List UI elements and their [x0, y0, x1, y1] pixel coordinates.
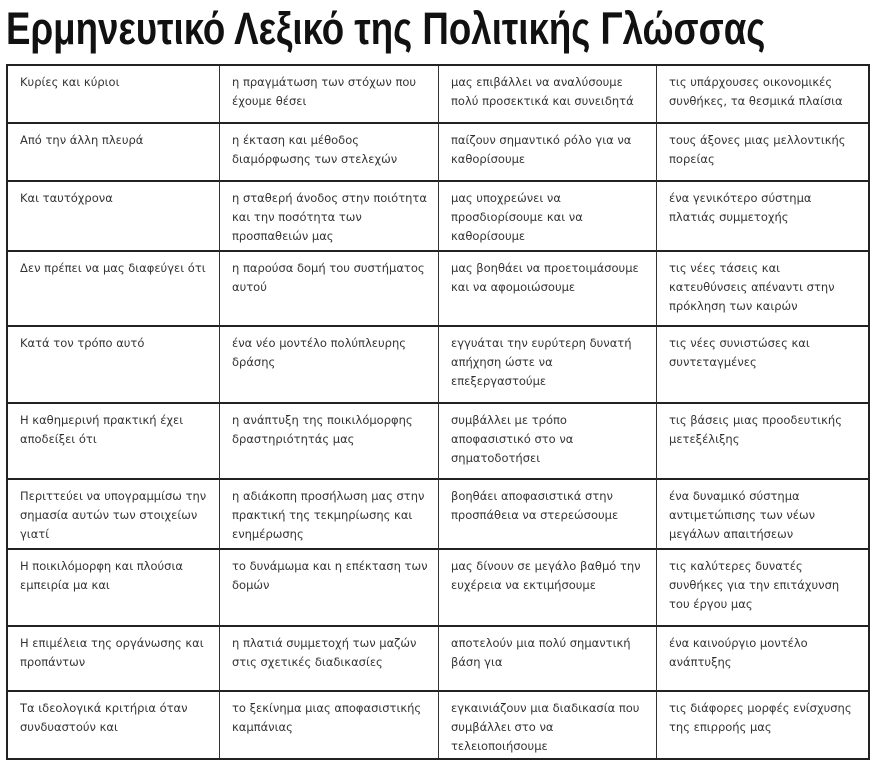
table-cell-verb-phrase: μας υποχρεώνει να προσδιορίσουμε και να καθορίσουμε	[439, 182, 657, 252]
table-cell-subject-phrase: το ξεκίνημα μιας αποφασιστικής καμπάνιας	[220, 692, 439, 758]
page-title: Ερμηνευτικό Λεξικό της Πολιτικής Γλώσσας	[6, 3, 766, 54]
table-cell-object-phrase: τις υπάρχουσες οικονομικές συνθήκες, τα θεσμικά πλαίσια	[657, 66, 868, 124]
table-cell-opening-phrase: Η ποικιλόμορφη και πλούσια εμπειρία μα και	[8, 550, 220, 627]
table-cell-subject-phrase: η σταθερή άνοδος στην ποιότητα και την ποσότητα των προσπαθειών μας	[220, 182, 439, 252]
table-cell-subject-phrase: το δυνάμωμα και η επέκταση των δομών	[220, 550, 439, 627]
table-cell-object-phrase: ένα καινούργιο μοντέλο ανάπτυξης	[657, 627, 868, 692]
table-cell-opening-phrase: Τα ιδεολογικά κριτήρια όταν συνδυαστούν και	[8, 692, 220, 758]
table-cell-opening-phrase: Η καθημερινή πρακτική έχει αποδείξει ότι	[8, 404, 220, 480]
table-cell-verb-phrase: παίζουν σημαντικό ρόλο για να καθορίσουμε	[439, 124, 657, 182]
table-cell-subject-phrase: η πλατιά συμμετοχή των μαζών στις σχετικές διαδικασίες	[220, 627, 439, 692]
table-cell-object-phrase: τις καλύτερες δυνατές συνθήκες για την επιτάχυνση του έργου μας	[657, 550, 868, 627]
table-cell-subject-phrase: ένα νέο μοντέλο πολύπλευρης δράσης	[220, 327, 439, 404]
table-cell-opening-phrase: Κατά τον τρόπο αυτό	[8, 327, 220, 404]
table-cell-opening-phrase: Δεν πρέπει να μας διαφεύγει ότι	[8, 252, 220, 327]
table-cell-subject-phrase: η παρούσα δομή του συστήματος αυτού	[220, 252, 439, 327]
table-cell-verb-phrase: μας δίνουν σε μεγάλο βαθμό την ευχέρεια να εκτιμήσουμε	[439, 550, 657, 627]
table-cell-subject-phrase: η ανάπτυξη της ποικιλόμορφης δραστηριότητάς μας	[220, 404, 439, 480]
table-cell-verb-phrase: μας βοηθάει να προετοιμάσουμε και να αφομοιώσουμε	[439, 252, 657, 327]
table-cell-subject-phrase: η έκταση και μέθοδος διαμόρφωσης των στελεχών	[220, 124, 439, 182]
table-cell-subject-phrase: η αδιάκοπη προσήλωση μας στην πρακτική της τεκμηρίωσης και ενημέρωσης	[220, 480, 439, 550]
table-cell-object-phrase: ένα δυναμικό σύστημα αντιμετώπισης των νέων μεγάλων απαιτήσεων	[657, 480, 868, 550]
table-cell-object-phrase: τις νέες τάσεις και κατευθύνσεις απέναντι στην πρόκληση των καιρών	[657, 252, 868, 327]
table-cell-subject-phrase: η πραγμάτωση των στόχων που έχουμε θέσει	[220, 66, 439, 124]
table-cell-opening-phrase: Κυρίες και κύριοι	[8, 66, 220, 124]
table-cell-verb-phrase: εγκαινιάζουν μια διαδικασία που συμβάλλει στο να τελειοποιήσουμε	[439, 692, 657, 758]
table-cell-verb-phrase: συμβάλλει με τρόπο αποφασιστικό στο να σηματοδοτήσει	[439, 404, 657, 480]
table-cell-verb-phrase: εγγυάται την ευρύτερη δυνατή απήχηση ώστε να επεξεργαστούμε	[439, 327, 657, 404]
table-cell-object-phrase: τις νέες συνιστώσες και συντεταγμένες	[657, 327, 868, 404]
phrase-table	[6, 64, 870, 760]
table-cell-object-phrase: τους άξονες μιας μελλοντικής πορείας	[657, 124, 868, 182]
table-cell-opening-phrase: Από την άλλη πλευρά	[8, 124, 220, 182]
table-cell-object-phrase: τις βάσεις μιας προοδευτικής μετεξέλιξης	[657, 404, 868, 480]
table-cell-opening-phrase: Και ταυτόχρονα	[8, 182, 220, 252]
table-cell-object-phrase: ένα γενικότερο σύστημα πλατιάς συμμετοχής	[657, 182, 868, 252]
table-cell-verb-phrase: αποτελούν μια πολύ σημαντική βάση για	[439, 627, 657, 692]
table-cell-verb-phrase: βοηθάει αποφασιστικά στην προσπάθεια να στερεώσουμε	[439, 480, 657, 550]
table-cell-opening-phrase: Περιττεύει να υπογραμμίσω την σημασία αυτών των στοιχείων γιατί	[8, 480, 220, 550]
table-cell-verb-phrase: μας επιβάλλει να αναλύσουμε πολύ προσεκτικά και συνειδητά	[439, 66, 657, 124]
table-cell-opening-phrase: Η επιμέλεια της οργάνωσης και προπάντων	[8, 627, 220, 692]
table-cell-object-phrase: τις διάφορες μορφές ενίσχυσης της επιρροής μας	[669, 701, 852, 734]
